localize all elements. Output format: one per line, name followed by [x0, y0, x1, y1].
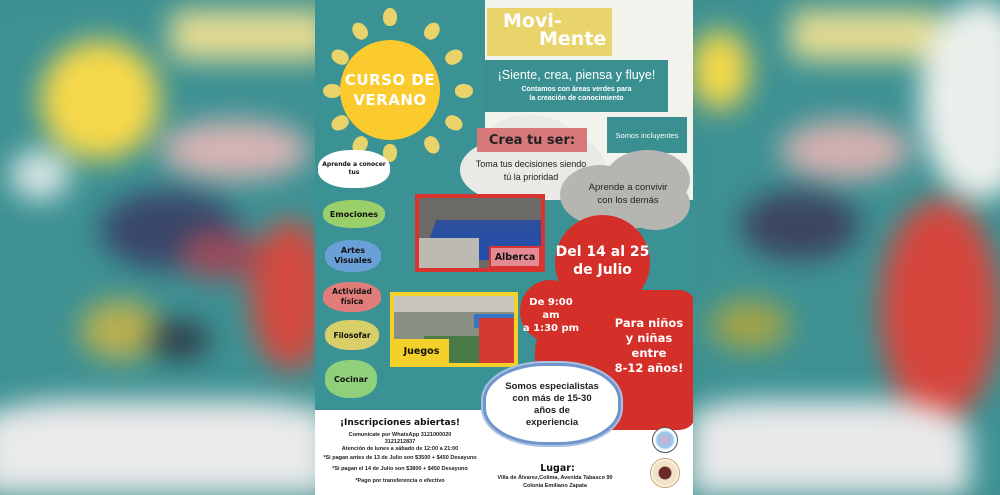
ages-line3: entre — [631, 346, 667, 360]
crea-tu-ser-heading: Crea tu ser: — [477, 128, 587, 152]
ages-line2: y niñas — [625, 331, 673, 345]
specialists-line4: experiencia — [525, 417, 579, 428]
left-cloud-artes: Artes Visuales — [325, 240, 381, 272]
ages-line1: Para niños — [614, 316, 684, 330]
crea-line2: tú la prioridad — [503, 172, 559, 182]
location-title: Lugar: — [540, 463, 575, 474]
registration-whatsapp: Comunicate por WhatsApp 3121000020 — [348, 432, 452, 438]
institution-seal-icon — [650, 458, 680, 488]
hours-line1: De 9:00 am — [529, 297, 573, 321]
course-title-line2: VERANO — [353, 91, 427, 109]
brand-name-part1: Movi- — [503, 10, 562, 32]
registration-price-early: *Si pagan antes de 13 de Julio son $3500 + $450 Desayuno — [323, 455, 477, 461]
blurred-background-right — [690, 0, 1000, 495]
left-cloud-filosofar: Filosofar — [325, 320, 379, 350]
registration-hours: Atención de lunes a sábado de 12:00 a 21:00 — [341, 446, 459, 452]
specialists-line1: Somos especialistas — [505, 381, 599, 392]
registration-title: ¡Inscripciones abiertas! — [339, 418, 461, 428]
convivir-line1: Aprende a convivir — [588, 182, 668, 193]
location-line1: Villa de Álvarez,Colima, Avenida Tabasco 90 — [497, 475, 613, 481]
tree-logo-icon — [652, 427, 678, 453]
registration-price-late: *Si pagan el 14 de Julio son $3800 + $450 Desayuno — [332, 466, 468, 472]
registration-payment: *Pago por transferencia o efectivo — [355, 478, 445, 484]
crea-line1: Toma tus decisiones siendo — [475, 159, 587, 169]
ages-line4: 8-12 años! — [614, 361, 684, 375]
hours-line2: a 1:30 pm — [522, 323, 580, 334]
slogan: ¡Siente, crea, piensa y fluye! — [497, 68, 656, 82]
inclusive-badge: Somos incluyentes — [607, 117, 687, 153]
summer-course-poster — [315, 0, 693, 495]
pool-label: Alberca — [489, 246, 541, 268]
sun-icon — [340, 40, 440, 140]
left-cloud-cocinar: Cocinar — [325, 360, 377, 398]
convivir-line2: con los demás — [597, 195, 659, 206]
pool-photo — [415, 194, 545, 272]
playground-photo — [390, 292, 518, 367]
blurred-background-left — [0, 0, 330, 495]
brand-name-part2: Mente — [539, 28, 607, 50]
slogan-subtitle-line1: Contamos con áreas verdes para — [521, 86, 632, 93]
slogan-subtitle-line2: la creación de conocimiento — [529, 95, 624, 102]
ages-text — [605, 316, 693, 376]
left-cloud-actividad: Actividad física — [323, 282, 381, 312]
left-cloud-aprende: Aprende a conocer tus — [318, 150, 390, 188]
specialists-line2: con más de 15-30 — [512, 393, 592, 404]
brand-title-box — [487, 8, 612, 56]
location-line2: Colonia Emiliano Zapata — [523, 483, 587, 489]
hours-text — [520, 296, 582, 335]
dates-line1: Del 14 al 25 — [555, 244, 650, 260]
left-cloud-emociones: Emociones — [323, 200, 385, 228]
course-title-line1: CURSO DE — [344, 71, 436, 89]
convivir-description — [563, 181, 693, 207]
registration-phone: 3121212837 — [384, 439, 416, 445]
specialists-text — [483, 381, 621, 429]
dates-text — [555, 243, 650, 279]
dates-line2: de Julio — [573, 262, 632, 278]
specialists-line3: años de — [534, 405, 570, 416]
slogan-box — [485, 60, 668, 112]
playground-label: Juegos — [394, 339, 449, 363]
